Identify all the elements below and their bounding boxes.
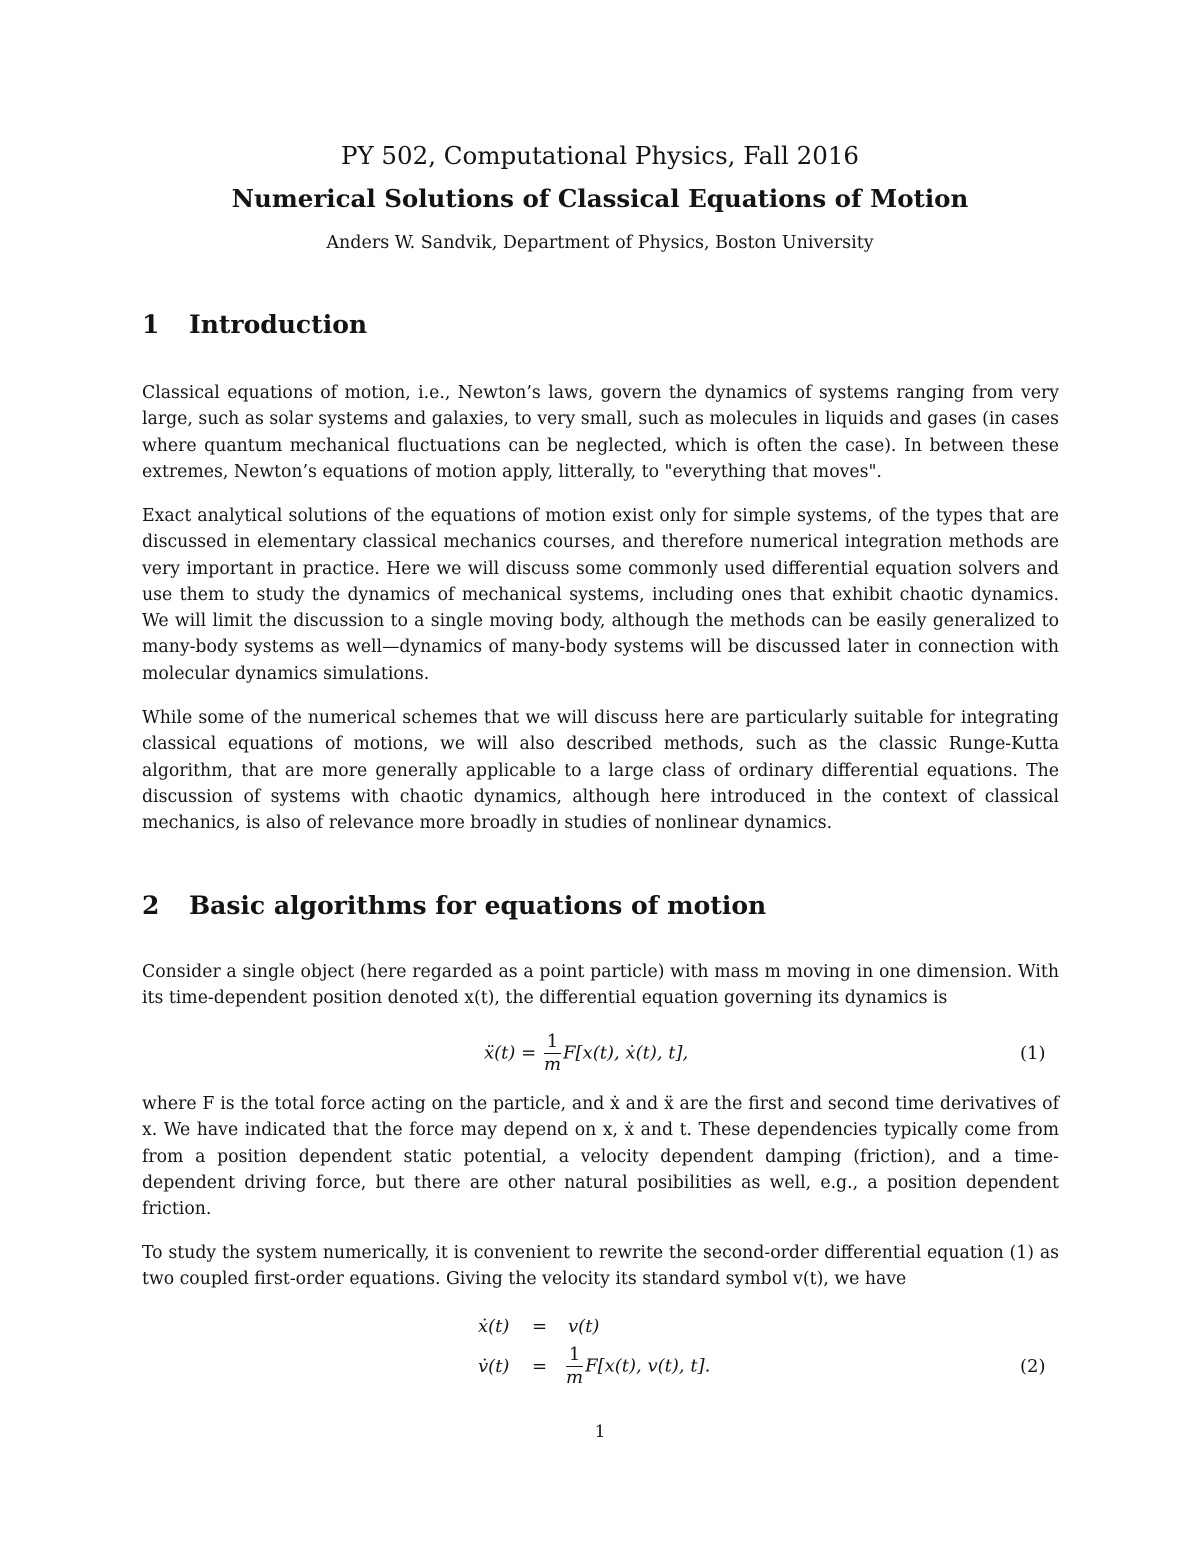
equation-1-lhs: ẍ(t) =: [484, 1042, 537, 1064]
equation-2b-fraction: [566, 1344, 583, 1389]
equation-2-label: (2): [1020, 1356, 1046, 1377]
section-1-heading: [142, 310, 367, 339]
section-2-heading: [142, 891, 766, 920]
equation-1: [484, 1031, 688, 1076]
equation-2b: [564, 1344, 710, 1389]
equation-1-denominator: m: [543, 1054, 562, 1075]
section-2-paragraph-1: Consider a single object (here regarded as a point particle) with mass m moving in one dimension. With its time-dependent position denoted x(t), the differential equation governing its dynamics is: [142, 962, 1059, 1009]
equation-2b-lhs: v̇(t): [478, 1356, 510, 1377]
section-1-paragraph-2: Exact analytical solutions of the equations of motion exist only for simple systems, of the types that are discussed in elementary classical mechanics courses, and therefore numerical integration methods are very important in practice. Here we will discuss some commonly used differential equation solvers and use them to study the dynamics of mechanical systems, including ones that exhibit chaotic dynamics. We will limit the discussion to a single moving body, although the methods can be easily generalized to many-body systems as well—dynamics of many-body systems will be discussed later in connection with molecular dynamics simulations.: [142, 506, 1059, 684]
equation-1-numerator: 1: [544, 1031, 561, 1054]
equation-1-label: (1): [1020, 1043, 1046, 1064]
equation-2a-lhs: ẋ(t): [478, 1316, 510, 1337]
author-line: Anders W. Sandvik, Department of Physics, Boston University: [326, 233, 874, 253]
equation-2b-denominator: m: [566, 1367, 584, 1388]
section-1-paragraph-1: Classical equations of motion, i.e., Newton’s laws, govern the dynamics of systems ranging from very large, such as solar systems and galaxies, to very small, such as molecules in liquids and gases (in cases where quantum mechanical fluctuations can be neglected, which is often the case). In between these extremes, Newton’s equations of motion apply, litterally, to "everything that moves".: [142, 383, 1059, 482]
section-2-number: 2: [142, 891, 160, 920]
section-1-number: 1: [142, 310, 160, 339]
section-2-paragraph-2: where F is the total force acting on the particle, and ẋ and ẍ are the first and second time derivatives of x. We have indicated that the force may depend on x, ẋ and t. These dependencies typically come from from a position dependent static potential, a velocity dependent damping (friction), and a time-dependent driving force, but there are other natural posibilities as well, e.g., a position dependent friction.: [142, 1094, 1059, 1220]
section-1-paragraph-3: While some of the numerical schemes that we will discuss here are particularly suitable for integrating classical equations of motions, we will also described methods, such as the classic Runge-Kutta algorithm, that are more generally applicable to a large class of ordinary differential equations. The discussion of systems with chaotic dynamics, although here introduced in the context of classical mechanics, is also of relevance more broadly in studies of nonlinear dynamics.: [142, 708, 1059, 834]
equation-2b-equals: =: [532, 1356, 548, 1377]
equation-1-rhs: F[x(t), ẋ(t), t],: [563, 1042, 689, 1064]
equation-2b-rhs: F[x(t), v(t), t].: [585, 1355, 711, 1377]
paper-title: Numerical Solutions of Classical Equations of Motion: [231, 184, 969, 213]
equation-2a-rhs: v(t): [568, 1316, 600, 1337]
equation-1-fraction: [544, 1031, 561, 1076]
page-number: 1: [594, 1422, 606, 1442]
section-1-title: Introduction: [189, 310, 368, 339]
equation-2b-numerator: 1: [566, 1344, 583, 1367]
equation-2a-equals: =: [532, 1316, 548, 1337]
section-2-title: Basic algorithms for equations of motion: [189, 891, 767, 920]
section-2-paragraph-3: To study the system numerically, it is convenient to rewrite the second-order differential equation (1) as two coupled first-order equations. Giving the velocity its standard symbol v(t), we have: [142, 1243, 1059, 1290]
course-header: PY 502, Computational Physics, Fall 2016: [340, 141, 859, 170]
